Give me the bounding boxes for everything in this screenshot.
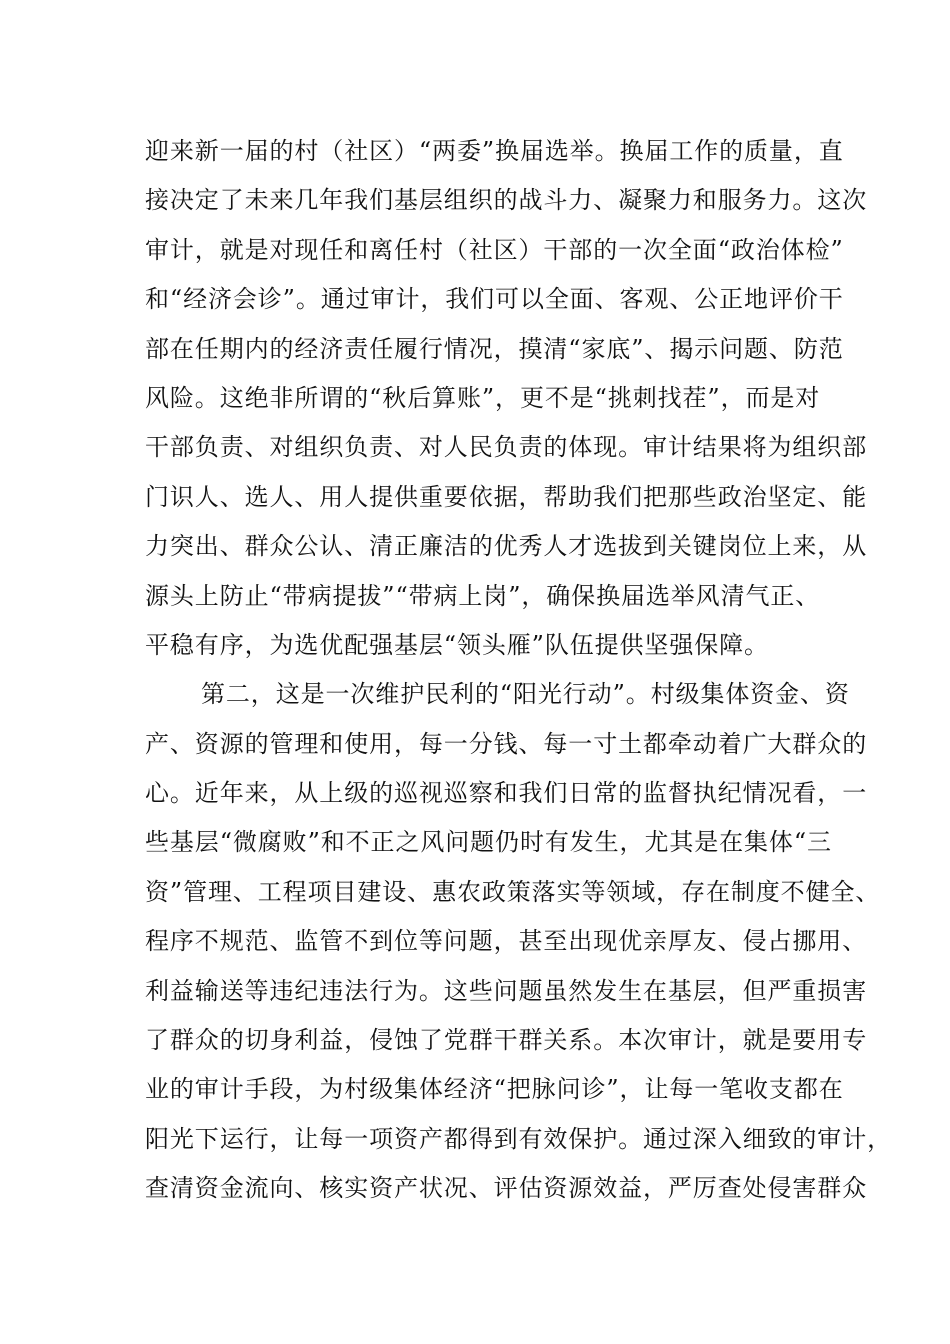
text-line: 产、资源的管理和使用，每一分钱、每一寸土都牵动着广大群众的 [145,729,868,758]
text-line: 查清资金流向、核实资产状况、评估资源效益，严厉查处侵害群众 [145,1174,868,1203]
text-line: 部在任期内的经济责任履行情况，摸清“家底”、揭示问题、防范 [145,334,844,363]
text-line: 和“经济会诊”。通过审计，我们可以全面、客观、公正地评价干 [145,285,844,314]
text-line-first: 第二，这是一次维护民利的“阳光行动”。村级集体资金、资 [201,680,850,709]
text-line: 迎来新一届的村（社区）“两委”换届选举。换届工作的质量，直 [145,137,844,165]
text-line: 资”管理、工程项目建设、惠农政策落实等领域，存在制度不健全、 [145,877,881,906]
text-line: 审计，就是对现任和离任村（社区）干部的一次全面“政治体检” [145,235,844,264]
paragraph-2 [145,670,892,1213]
text-line: 程序不规范、监管不到位等问题，甚至出现优亲厚友、侵占挪用、 [145,927,868,956]
text-line: 利益输送等违纪违法行为。这些问题虽然发生在基层，但严重损害 [145,976,868,1005]
text-line: 力突出、群众公认、清正廉洁的优秀人才选拔到关键岗位上来，从 [145,532,868,561]
body-text [145,127,892,1214]
text-line: 平稳有序，为选优配强基层“领头雁”队伍提供坚强保障。 [145,630,769,659]
text-line: 接决定了未来几年我们基层组织的战斗力、凝聚力和服务力。这次 [145,186,868,215]
text-line: 心。近年来，从上级的巡视巡察和我们日常的监督执纪情况看，一 [145,779,868,808]
text-line: 干部负责、对组织负责、对人民负责的体现。审计结果将为组织部 [145,433,868,462]
text-line: 些基层“微腐败”和不正之风问题仍时有发生，尤其是在集体“三 [145,828,832,857]
text-line: 业的审计手段，为村级集体经济“把脉问诊”，让每一笔收支都在 [145,1075,844,1104]
text-line: 风险。这绝非所谓的“秋后算账”，更不是“挑刺找茬”，而是对 [145,383,821,412]
text-line: 了群众的切身利益，侵蚀了党群干群关系。本次审计，就是要用专 [145,1026,868,1055]
text-line: 门识人、选人、用人提供重要依据，帮助我们把那些政治坚定、能 [145,482,868,511]
text-line: 源头上防止“带病提拔”“带病上岗”，确保换届选举风清气正、 [145,581,821,610]
text-line: 阳光下运行，让每一项资产都得到有效保护。通过深入细致的审计， [145,1124,892,1153]
paragraph-1 [145,127,868,670]
